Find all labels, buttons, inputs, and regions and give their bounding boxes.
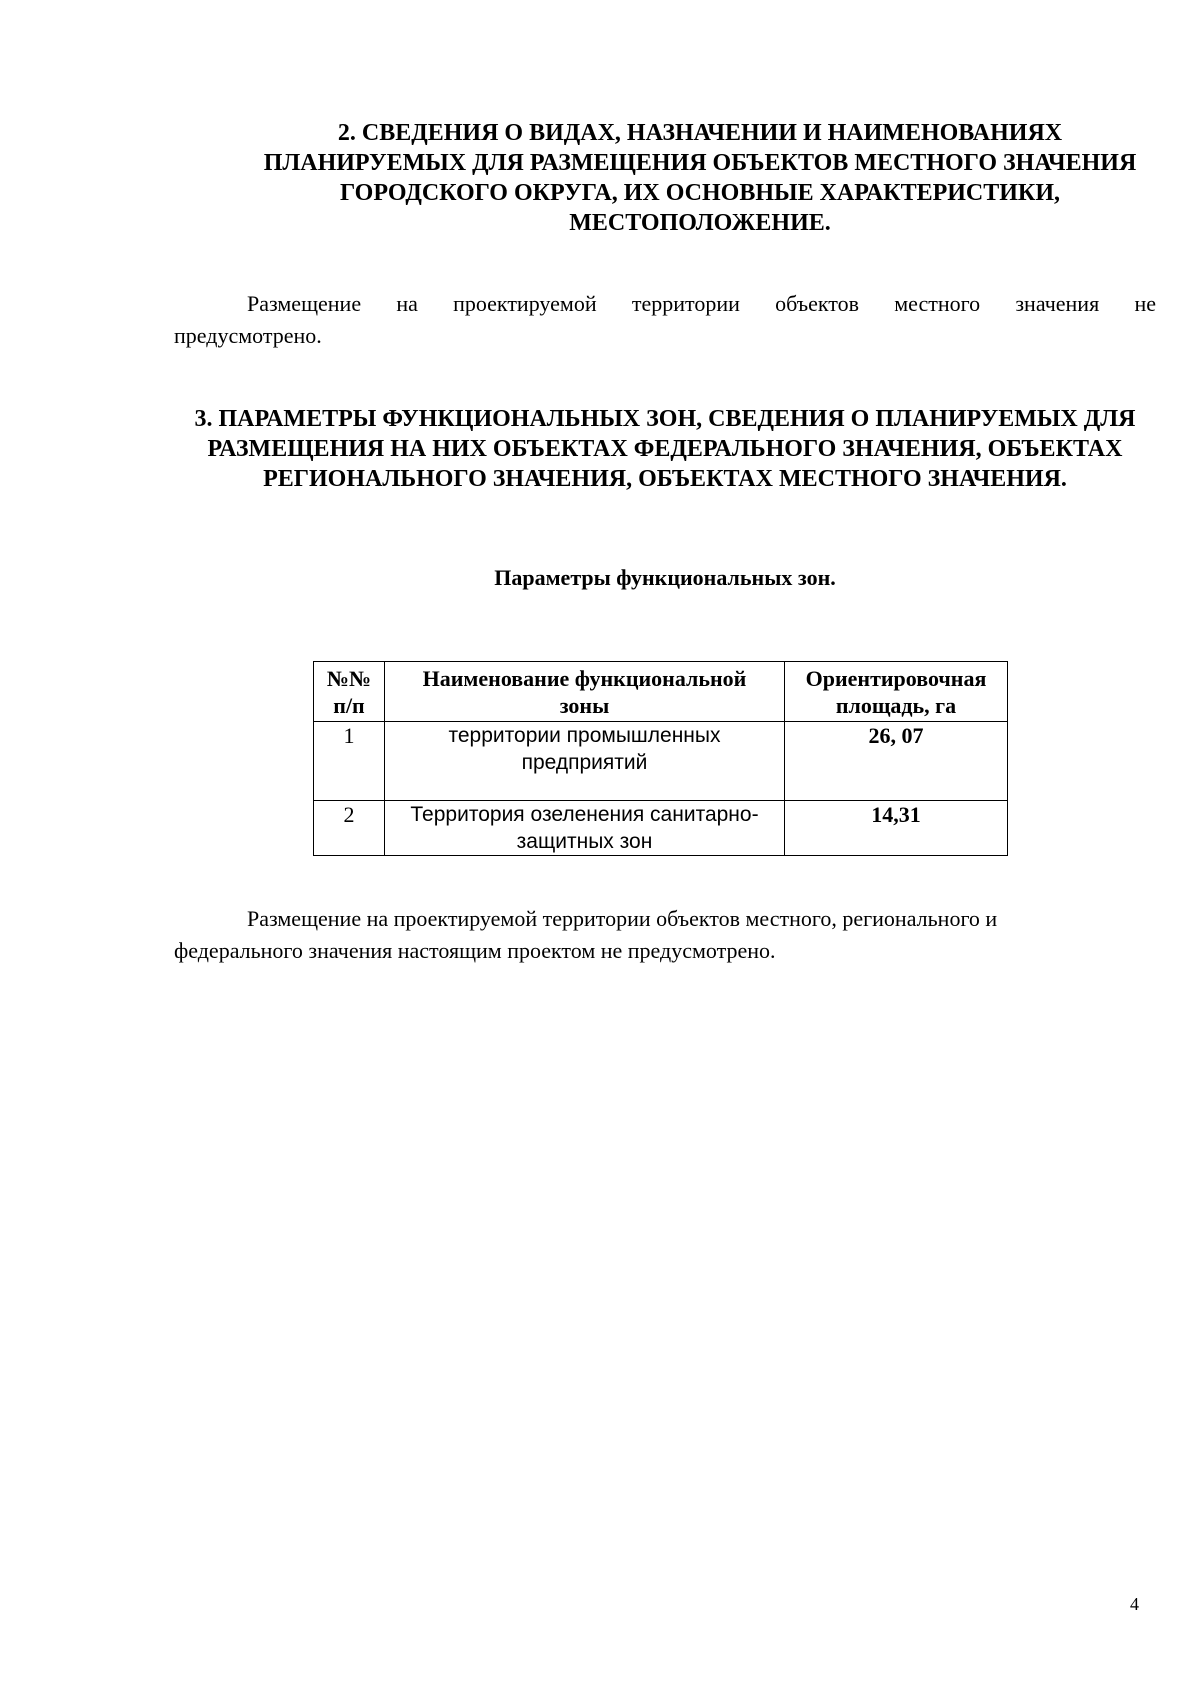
- header-text: п/п: [333, 693, 365, 718]
- section-2-heading: [240, 118, 1160, 238]
- cell-area: 14,31: [785, 801, 1008, 856]
- heading-line: 3. ПАРАМЕТРЫ ФУНКЦИОНАЛЬНЫХ ЗОН, СВЕДЕНИЯ О ПЛАНИРУЕМЫХ ДЛЯ: [194, 406, 1136, 432]
- cell-text: территории промышленных: [448, 724, 721, 747]
- header-cell-number: [314, 662, 385, 722]
- section-3-paragraph: [174, 903, 1156, 967]
- cell-text: Территория озеленения санитарно-: [410, 803, 759, 826]
- header-text: площадь, га: [835, 693, 957, 718]
- cell-zone-name: [385, 722, 785, 801]
- section-2-paragraph: [174, 288, 1156, 352]
- table-row: [314, 722, 1008, 801]
- heading-line: 2. СВЕДЕНИЯ О ВИДАХ, НАЗНАЧЕНИИ И НАИМЕНОВАНИЯХ: [337, 120, 1063, 146]
- paragraph-line: федерального значения настоящим проектом не предусмотрено.: [174, 938, 776, 963]
- table-caption: Параметры функциональных зон.: [494, 565, 836, 590]
- cell-number: 2: [314, 801, 385, 856]
- header-text: №№: [326, 666, 372, 691]
- cell-zone-name: [385, 801, 785, 856]
- header-cell-zone-name: [385, 662, 785, 722]
- header-text: Наименование функциональной: [422, 666, 747, 691]
- heading-line: ПЛАНИРУЕМЫХ ДЛЯ РАЗМЕЩЕНИЯ ОБЪЕКТОВ МЕСТНОГО ЗНАЧЕНИЯ: [263, 150, 1137, 176]
- functional-zones-table: [313, 661, 1008, 856]
- heading-line: МЕСТОПОЛОЖЕНИЕ.: [569, 210, 831, 236]
- heading-line: РЕГИОНАЛЬНОГО ЗНАЧЕНИЯ, ОБЪЕКТАХ МЕСТНОГО ЗНАЧЕНИЯ.: [263, 466, 1067, 492]
- cell-text: предприятий: [521, 751, 648, 774]
- heading-line: ГОРОДСКОГО ОКРУГА, ИХ ОСНОВНЫЕ ХАРАКТЕРИСТИКИ,: [339, 180, 1060, 206]
- table-row: [314, 801, 1008, 856]
- paragraph-line: Размещение на проектируемой территории объектов местного значения не: [247, 291, 1156, 316]
- heading-line: РАЗМЕЩЕНИЯ НА НИХ ОБЪЕКТАХ ФЕДЕРАЛЬНОГО ЗНАЧЕНИЯ, ОБЪЕКТАХ: [207, 436, 1123, 462]
- section-3-heading: [170, 404, 1160, 494]
- header-text: зоны: [559, 693, 610, 718]
- cell-area: 26, 07: [785, 722, 1008, 801]
- table-header-row: [314, 662, 1008, 722]
- cell-text: защитных зон: [516, 830, 653, 853]
- header-text: Ориентировочная: [805, 666, 987, 691]
- paragraph-line: предусмотрено.: [174, 323, 322, 348]
- paragraph-line: Размещение на проектируемой территории объектов местного, регионального и: [247, 906, 998, 931]
- header-cell-area: [785, 662, 1008, 722]
- cell-number: 1: [314, 722, 385, 801]
- page-number: 4: [1130, 1594, 1139, 1614]
